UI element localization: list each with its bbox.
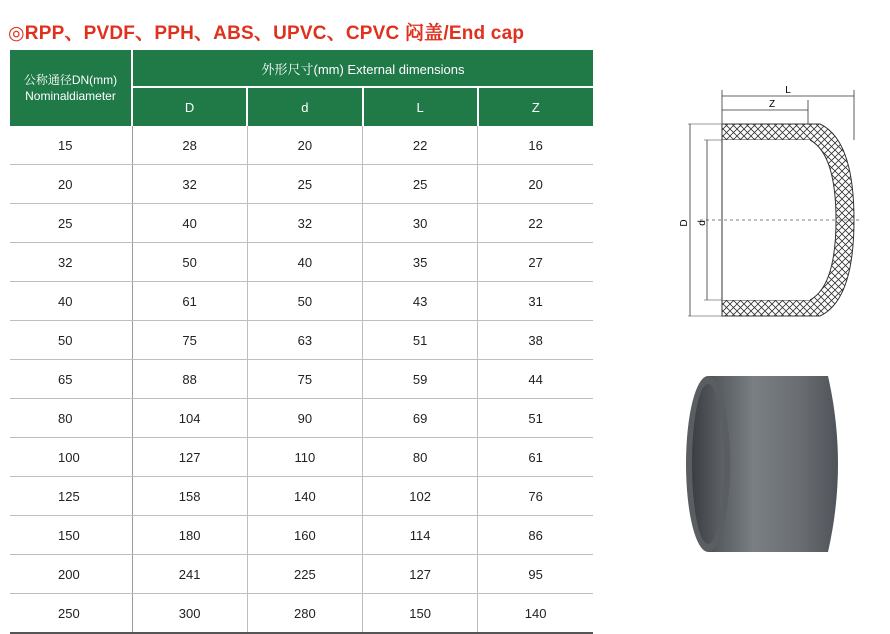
table-row — [10, 438, 593, 477]
dn-cell: 65 — [10, 360, 132, 399]
dn-cell: 32 — [10, 243, 132, 282]
dimension-cell: 158 — [132, 477, 247, 516]
dimension-cell: 50 — [132, 243, 247, 282]
table-row — [10, 204, 593, 243]
dimension-cell: 150 — [363, 594, 478, 634]
dimension-cell: 25 — [363, 165, 478, 204]
dimension-cell: 59 — [363, 360, 478, 399]
cap-opening — [692, 384, 724, 544]
dimension-cell: 300 — [132, 594, 247, 634]
dimension-cell: 22 — [363, 126, 478, 165]
dn-cell: 100 — [10, 438, 132, 477]
dimension-cell: 35 — [363, 243, 478, 282]
label-D: D — [679, 219, 690, 227]
dimension-cell: 22 — [478, 204, 593, 243]
dimension-cell: 104 — [132, 399, 247, 438]
dimension-cell: 51 — [363, 321, 478, 360]
table-row — [10, 477, 593, 516]
dimension-cell: 140 — [247, 477, 362, 516]
dimension-cell: 80 — [363, 438, 478, 477]
dimension-cell: 28 — [132, 126, 247, 165]
col-header-Z: Z — [478, 87, 593, 126]
dn-cell: 125 — [10, 477, 132, 516]
page-title: ◎RPP、PVDF、PPH、ABS、UPVC、CPVC 闷盖/End cap — [8, 23, 525, 44]
dimension-cell: 61 — [132, 282, 247, 321]
dimensions-table — [10, 50, 593, 634]
dimension-cell: 61 — [478, 438, 593, 477]
dimension-cell: 75 — [247, 360, 362, 399]
label-Z: Z — [768, 99, 776, 110]
dn-cell: 150 — [10, 516, 132, 555]
col-header-D: D — [132, 87, 247, 126]
table-row — [10, 555, 593, 594]
dimension-cell: 20 — [478, 165, 593, 204]
dimension-cell: 51 — [478, 399, 593, 438]
table-body — [10, 126, 593, 633]
dimension-cell: 38 — [478, 321, 593, 360]
dn-header-cn: 公称通径DN(mm) — [23, 73, 118, 87]
table-row — [10, 165, 593, 204]
table-row — [10, 399, 593, 438]
dimension-cell: 110 — [247, 438, 362, 477]
dimension-cell: 140 — [478, 594, 593, 634]
dimension-cell: 127 — [132, 438, 247, 477]
dn-cell: 200 — [10, 555, 132, 594]
dimension-cell: 88 — [132, 360, 247, 399]
dimension-cell: 32 — [247, 204, 362, 243]
dimension-cell: 63 — [247, 321, 362, 360]
dimension-cell: 114 — [363, 516, 478, 555]
dimension-cell: 75 — [132, 321, 247, 360]
dimension-cell: 40 — [132, 204, 247, 243]
label-d: d — [697, 220, 708, 226]
table-row — [10, 126, 593, 165]
dn-cell: 250 — [10, 594, 132, 634]
dimension-cell: 31 — [478, 282, 593, 321]
col-header-d: d — [247, 87, 362, 126]
dn-header-en: Nominaldiameter — [25, 89, 116, 103]
dimension-cell: 90 — [247, 399, 362, 438]
dimension-cell: 76 — [478, 477, 593, 516]
end-cap-section-diagram — [660, 80, 870, 330]
dimension-cell: 40 — [247, 243, 362, 282]
dimension-cell: 50 — [247, 282, 362, 321]
col-header-L: L — [363, 87, 478, 126]
table-row — [10, 321, 593, 360]
dimension-cell: 241 — [132, 555, 247, 594]
dimension-cell: 160 — [247, 516, 362, 555]
dn-cell: 15 — [10, 126, 132, 165]
dimension-cell: 95 — [478, 555, 593, 594]
table-row — [10, 360, 593, 399]
table-row — [10, 516, 593, 555]
dn-cell: 40 — [10, 282, 132, 321]
dimension-cell: 86 — [478, 516, 593, 555]
dn-cell: 80 — [10, 399, 132, 438]
dn-cell: 50 — [10, 321, 132, 360]
dn-header — [10, 50, 132, 126]
external-dimensions-header: 外形尺寸(mm) External dimensions — [132, 50, 593, 87]
dn-cell: 25 — [10, 204, 132, 243]
dimension-cell: 43 — [363, 282, 478, 321]
dimension-cell: 280 — [247, 594, 362, 634]
dimension-cell: 225 — [247, 555, 362, 594]
dimension-cell: 32 — [132, 165, 247, 204]
table-row — [10, 282, 593, 321]
dimension-cell: 44 — [478, 360, 593, 399]
dimension-cell: 30 — [363, 204, 478, 243]
dimension-cell: 20 — [247, 126, 362, 165]
dimension-cell: 127 — [363, 555, 478, 594]
label-L: L — [785, 85, 791, 96]
table-row — [10, 243, 593, 282]
dimension-cell: 27 — [478, 243, 593, 282]
table-row — [10, 594, 593, 634]
dimension-cell: 180 — [132, 516, 247, 555]
gray-end-cap-photo — [678, 370, 850, 558]
dn-cell: 20 — [10, 165, 132, 204]
dimension-cell: 25 — [247, 165, 362, 204]
dimension-cell: 16 — [478, 126, 593, 165]
dimension-cell: 69 — [363, 399, 478, 438]
dimension-cell: 102 — [363, 477, 478, 516]
